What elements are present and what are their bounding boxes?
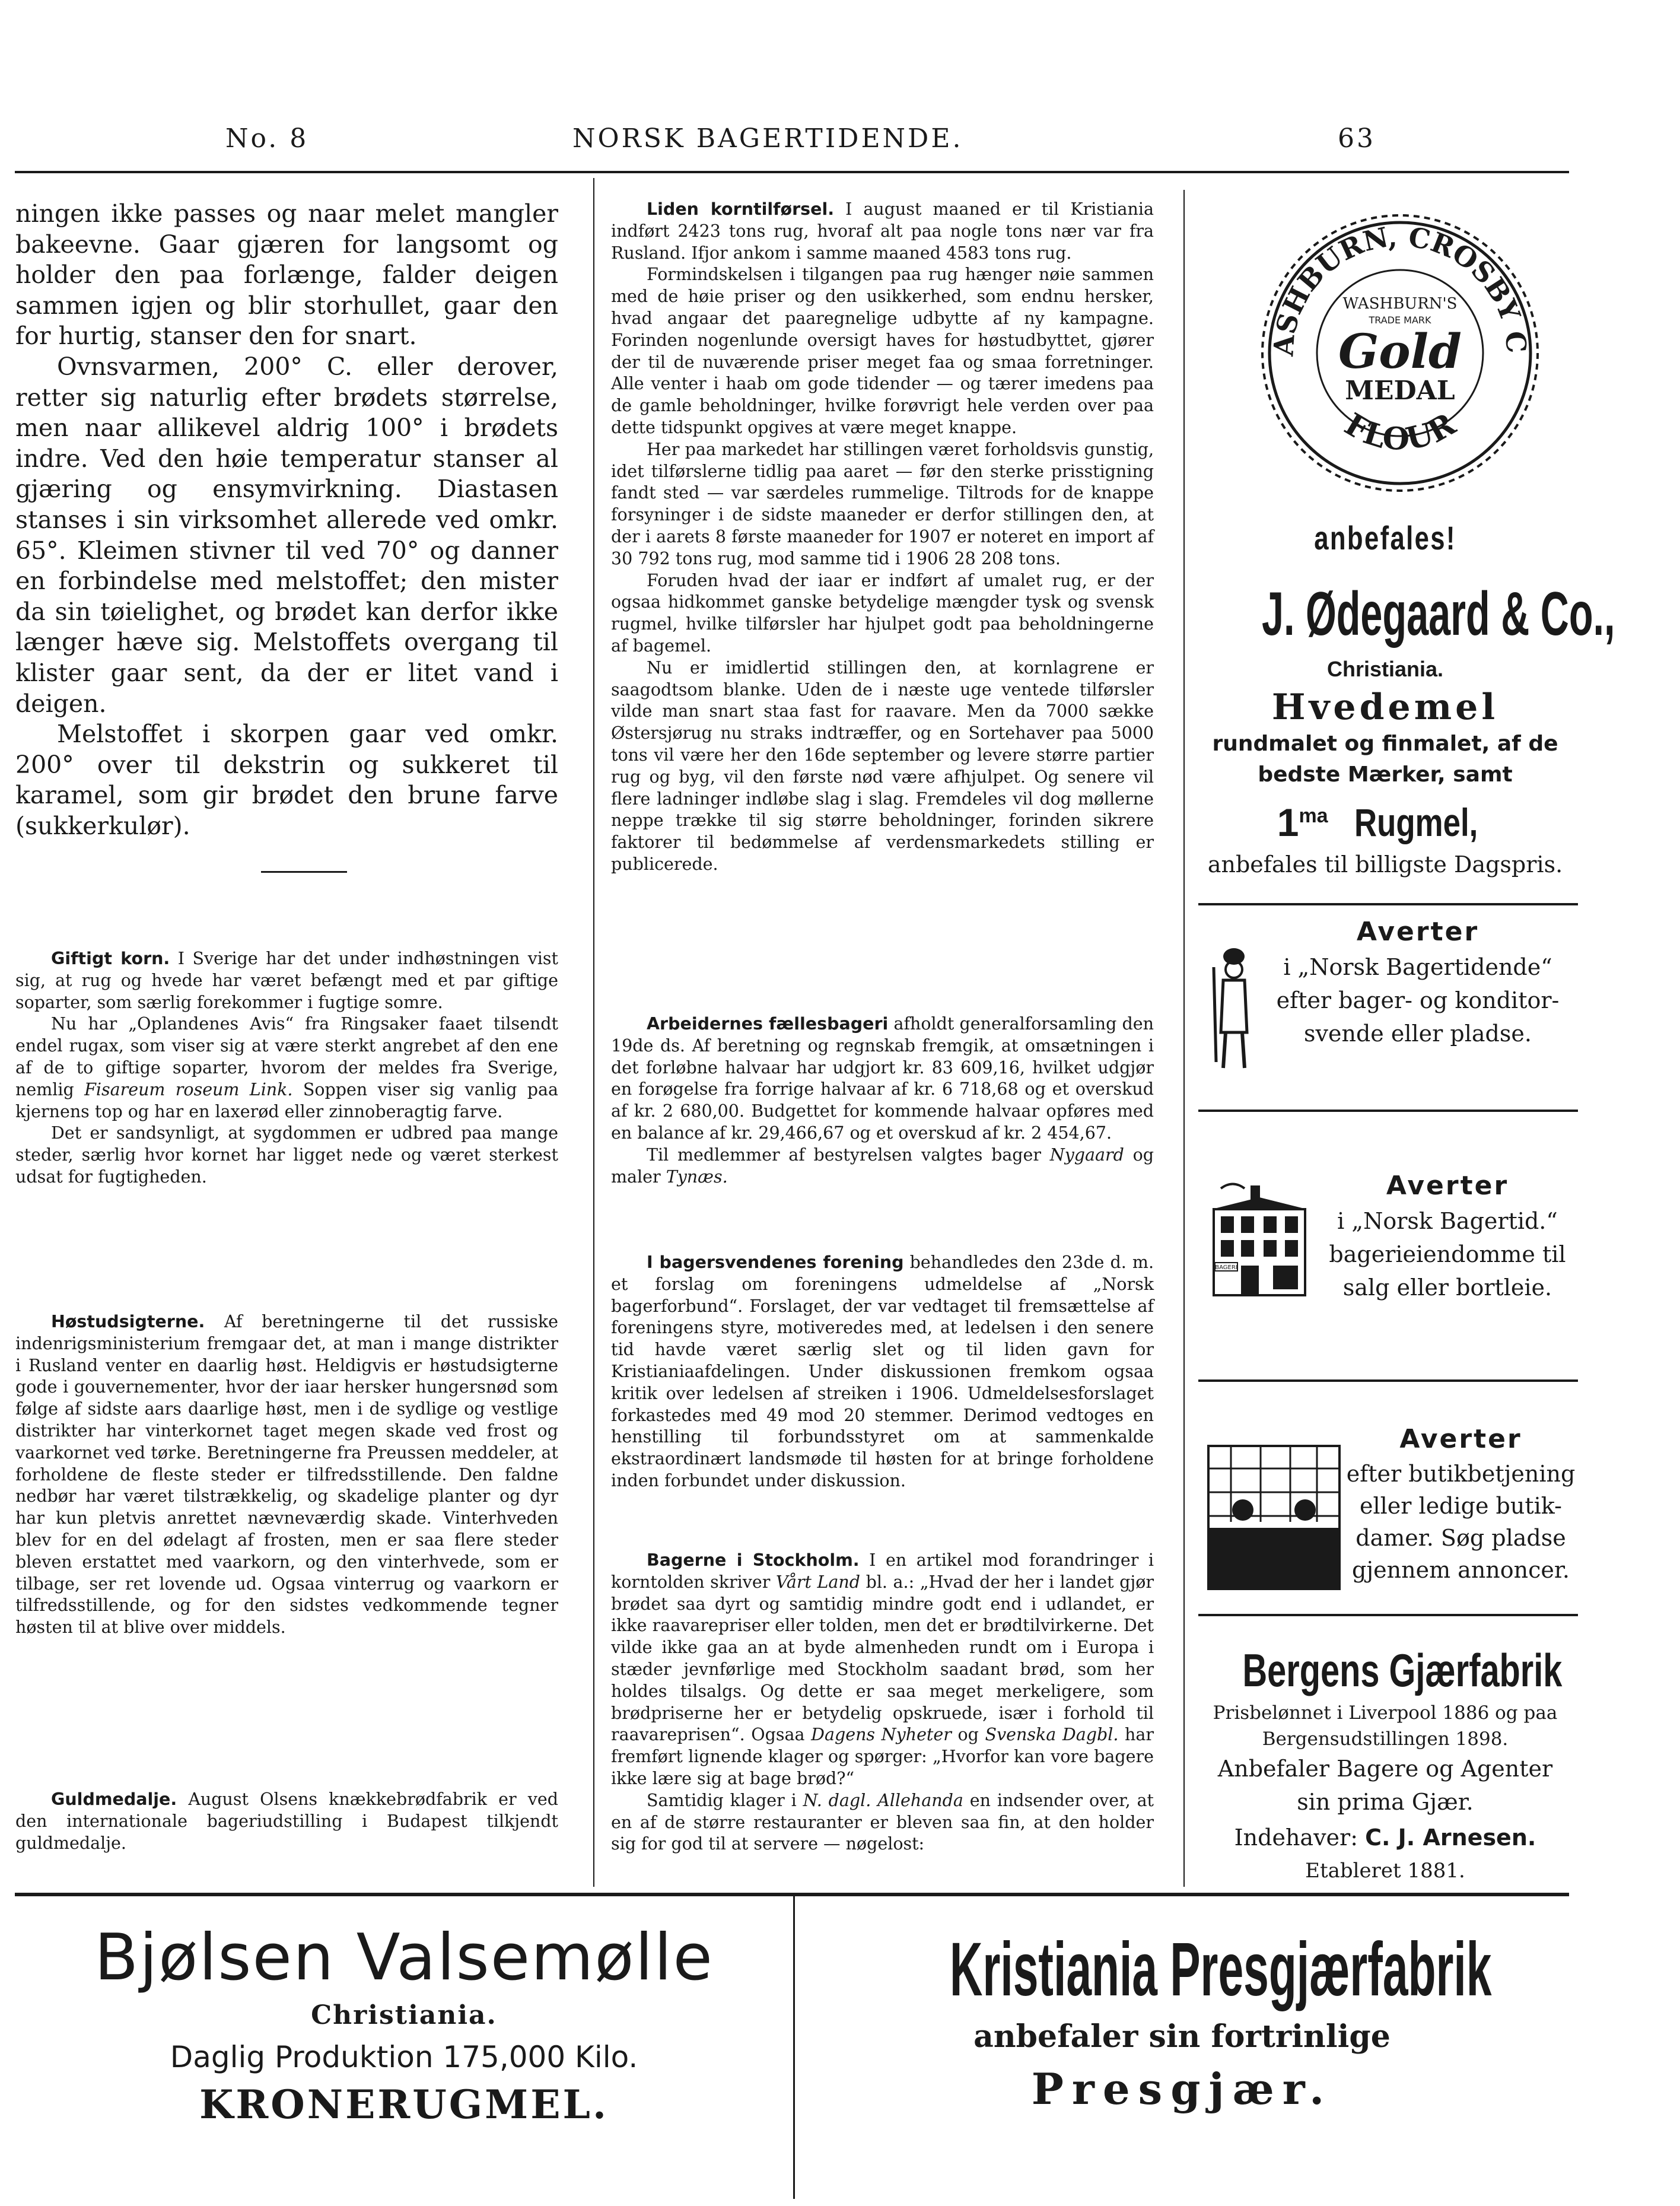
shop-interior-icon [1207,1445,1341,1590]
giftigt-p1: I Sverige har det under indhøstningen vist sig, at rug og hvede har været befængt med et par giftige soparter, som særlig forekommer i fugtige somre. [15,949,558,1012]
article-bagerne-i-stockholm [611,1550,1154,1855]
heading-stockholm: Bagerne i Stockholm. [647,1550,860,1570]
seal-graphic [1258,199,1542,513]
bergens-title: Bergens Gjærfabrik [1242,1644,1563,1696]
continued-paragraph-3: Melstoffet i skorpen gaar ved omkr. 200° over til dekstrin og sukkeret til karamel, som gir brødet den brune farve (sukkerkulør). [15,720,558,840]
seal-center-top: WASHBURN'S [1342,295,1458,313]
averter-ad-2 [1198,1168,1578,1316]
odegaard-rug-prefix: 1 [1277,800,1299,844]
washburn-crosby-seal [1258,199,1542,513]
stockholm-p2a: Samtidig klager i [647,1790,797,1810]
averter-1-line1: i „Norsk Bagertidende“ [1283,954,1552,980]
stockholm-source-2: Dagens Nyheter [811,1725,952,1745]
odegaard-line3: anbefales til billigste Dagspris. [1207,851,1563,878]
liden-p5: Nu er imidlertid stillingen den, at kornlagrene er saagodtsom blanke. Uden de i næste uge ventede tilførsler vilde man snart staa fast for raavare. Men da 7000 sække Østersjørug nu straks indtræffer, og en Sortehaver paa 5000 tons vil være her den 16de september og levere større partier rug og byg, vil den første nød være afhjulpet. Og senere vil flere ladninger indløbe slag i slag. Fremdeles vil dog møllerne neppe trække til sig større beholdninger, forinden sikrere faktorer til bedømmelse af verdensmarkedets stilling er publicerede. [611,657,1154,874]
arbeid-name-1: Nygaard [1049,1145,1124,1165]
liden-p2: Formindskelsen i tilgangen paa rug hænger nøie sammen med de høie priser og den usikkerhed, som endnu hersker, hvad angaar det paaregnelige udbytte af ny kampagne. Forinden nogenlunde oversigt haves for høstudbyttet, gjører der til de nuværende priser meget faa og smaa forretninger. Alle venter i haab om gode tidender — og tærer imedens paa de gamle beholdninger, hvilke forøvrigt hele verden over paa dette tidspunkt opgives at være meget knappe. [611,265,1154,437]
averter-2-line3: salg eller bortleie. [1342,1274,1552,1301]
ad-rule-3 [1198,1379,1578,1382]
continued-paragraph-1: ningen ikke passes og naar melet mangler bakeevne. Gaar gjæren for langsomt og holder den paa forlænge, falder deigen sammen igjen og blir storhullet, gaar den for hurtig, stanser den for snart. [15,199,558,351]
odegaard-rug: Rugmel, [1354,800,1478,844]
column-rule-left [593,178,594,1887]
bergens-line3: Anbefaler Bagere og Agenter [1217,1756,1553,1782]
stockholm-p1c: og [957,1725,979,1745]
continued-paragraph-2: Ovnsvarmen, 200° C. eller derover, retter sig naturlig efter brødets størrelse, men naar allikevel aldrig 100° i brødets indre. Ved den høie temperatur stanser al gjæring og ensymvirkning. Diastasen stanses i sin virksomhet allerede ved omkr. 65°. Kleimen stivner til ved 70° og danner en forbindelse med melstoffet; den mister da sin tøielighet, og brødet kan derfor ikke længer hæve sig. Melstoffets overgang til klister gaar sent, da der er litet vand i deigen. [15,352,558,718]
seal-center-medal: MEDAL [1345,376,1455,406]
header-rule [15,171,1569,173]
ad-rule-4 [1198,1614,1578,1616]
heading-arbeidernes: Arbeidernes fællesbageri [647,1014,889,1034]
section-divider [261,871,347,873]
bergens-established: Etableret 1881. [1305,1859,1465,1883]
heading-guldmedalje: Guldmedalje. [51,1789,177,1809]
heading-giftigt-korn: Giftigt korn. [51,949,170,968]
stockholm-p1d: har fremført lignende klager og spørger: „Hvorfor kan vore bagere ikke lære sig at bage brød?“ [611,1725,1154,1788]
article-guldmedalje [15,1789,558,1854]
odegaard-product: Hvedemel [1271,686,1499,728]
arbeid-p2b: og maler [611,1145,1154,1187]
stockholm-source-4: N. dagl. Allehanda [803,1790,963,1810]
heading-liden-korntilforsel: Liden korntilførsel. [647,199,835,219]
averter-2-title: Averter [1386,1171,1509,1201]
averter-3-line3: damer. Søg pladse [1356,1525,1566,1551]
page-number: 63 [1338,123,1376,154]
bergens-line1: Prisbelønnet i Liverpool 1886 og paa [1213,1702,1558,1724]
bergens-owner [1192,1819,1578,1857]
bjolsen-product: KRONERUGMEL. [199,2081,609,2128]
bergens-line2: Bergensudstillingen 1898. [1262,1728,1509,1750]
odegaard-rug-sup: ma [1299,805,1328,827]
stockholm-p1b: bl. a.: „Hvad der her i landet gjør brødet saa dyrt og samtidig mindre godt end i udlandet, er ikke raavarepriser eller tolden, men det er brødtilvirkerne. Det vilde ikke gaa an at byde almenheden rundt om i Europa i stæder jevnførlige med Stockholm saadant brød, som her holdes tilsalgs. Og dette er saa meget merkeligere, som brødpriserne her er betydelig opskruede, især i forhold til raavareprisen“. Ogsaa [611,1572,1154,1745]
averter-3-line4: gjennem annoncer. [1352,1557,1570,1583]
liden-p1: I august maaned er til Kristiania indført 2423 tons rug, hvoraf alt paa nogle tons nær var fra Rusland. Ifjor ankom i samme maaned 4583 tons rug. [611,199,1154,263]
presg-product: Presgjær. [1031,2064,1333,2114]
odegaard-line1: rundmalet og finmalet, af de [1212,732,1558,756]
stockholm-source-3: Svenska Dagbl. [985,1725,1119,1745]
issue-number: No. 8 [225,123,309,154]
kristiania-presgjaerfabrik-ad [795,1925,1569,2119]
arbeid-name-2: Tynæs. [666,1166,728,1187]
liden-p3: Her paa markedet har stillingen været forholdsvis gunstig, idet tilførslerne tidlig paa aaret — før den sterke prisstigning fandt sted — var særdeles rummelige. Tiltrods for de knappe forsyninger i de sidste maaneder er derfor stillingen den, at der i aarets 8 første maaneder for 1907 er noteret en import af 30 792 tons rug, mod samme tid i 1906 28 208 tons. [611,439,1154,568]
article-hostudsigterne [15,1311,558,1639]
arbeid-p1: afholdt generalforsamling den 19de ds. Af beretning og regnskab fremgik, at omsætningen i det forløbne halvaar har udgjort kr. 83 609,16, hvilket udgjør en forøgelse fra forrige halvaar af kr. 6 718,68 og et overskud af kr. 2 680,00. Budgettet for kommende halvaar opføres med en balance af kr. 29,466,67 og et overskud af kr. 2 454,67. [611,1014,1154,1143]
averter-ad-3 [1198,1421,1578,1599]
seal-center-gold: Gold [1338,323,1462,379]
bjolsen-title: Bjølsen Valsemølle [94,1921,714,1995]
averter-3-line1: efter butikbetjening [1346,1461,1576,1487]
averter-2-line1: i „Norsk Bagertid.“ [1337,1208,1558,1234]
seal-ring-top: ASHBURN, CROSBY C [1267,220,1533,357]
stockholm-p1a: I en artikel mod forandringer i korntolden skriver [611,1550,1154,1592]
odegaard-city: Christiania. [1326,657,1444,681]
odegaard-firm: J. Ødegaard & Co., [1262,580,1615,649]
stockholm-source-1: Vårt Land [775,1572,861,1592]
heading-bagersvendenes: I bagersvendenes forening [647,1253,904,1272]
averter-3-line2: eller ledige butik- [1360,1493,1562,1519]
odegaard-line2: bedste Mærker, samt [1258,762,1513,787]
bagersv-p1: behandledes den 23de d. m. et forslag om foreningens udmeldelse af „Norsk bagerforbund“. Forslaget, der var vedtaget til fremsættelse af foreningens styre, motiveredes med, at ledelsen i den senere tid havde været særlig slet og til liden gavn for Kristianiaafdelingen. Under diskussionen fremkom ogsaa kritik over ledelsen af streiken i 1906. Udmeldelsesforslaget forkastedes med 49 mod 20 stemmer. Derimod vedtoges en henstilling til forbundsstyret om at sammenkalde ekstraordinært landsmøde til høsten for at bringe forholdene inden forbundet under diskussion. [611,1253,1154,1490]
odegaard-rugmel [1192,790,1578,848]
left-column [15,199,558,841]
odegaard-ad [1192,517,1615,881]
giftigt-p2b: Soppen viser sig vanlig paa kjernens top og har en laxerød eller zinnoberagtig farve. [15,1079,559,1121]
bergens-gjaerfabrik-ad [1192,1641,1578,1885]
journal-title: NORSK BAGERTIDENDE. [572,123,963,154]
stockholm-p2b: en indsender over, at en af de større restauranter er bleven saa fin, at den holder sig for god til at servere — nøgelost: [611,1790,1154,1854]
article-arbeidernes-faellesbageri [611,1013,1154,1188]
seal-ring-bottom: FLOUR [1338,406,1462,458]
bergens-owner-name: C. J. Arnesen. [1365,1824,1536,1851]
guld-p1: August Olsens knækkebrødfabrik er ved den internationale bageriudstilling i Budapest tilkjendt guldmedalje. [15,1789,558,1853]
liden-p4: Foruden hvad der iaar er indført af umalet rug, er der ogsaa hidkommet ganske betydelige mængder tysk og svensk rugmel, hvilke tilførsler har hjulpet godt paa beholdningerne af bagemel. [611,570,1154,656]
giftigt-p3: Det er sandsynligt, at sygdommen er udbred paa mange steder, særlig hvor kornet har ligget nede og været sterkest udsat for fugtigheden. [15,1123,558,1187]
article-bagersvendenes-forening [611,1252,1154,1492]
column-rule-right [1183,190,1185,1887]
seal-trade-mark: TRADE MARK [1369,314,1431,326]
hostud-p1: Af beretningerne til det russiske indenrigsministerium fremgaar det, at man i mange distrikter i Rusland venter en daarlig høst. Heldigvis er høstudsigterne gode i gouvernementer, hvor der iaar hersker hungersnød som følge af sidste aars daarlige høst, men i de sydlige og vestlige distrikter har vinterkornet taget megen skade ved frost og vaarkornet ved tørke. Beretningerne fra Preussen meddeler, at forholdene de fleste steder er tilfredsstillende. Den faldne nedbør har været tilstrækkelig, og skadelige planter og dyr har kun pletvis anrettet nævneværdig skade. Vinterhveden blev for en del ødelagt af frosten, men er saa flere steder bleven erstattet med vaarkorn, og den vinterhvede, som er tilbage, ser ret lovende ud. Ogsaa vinterrug og vaarkorn er tilfredsstillende, og for den sidstes vedkommende tegner høsten til at blive over middels. [15,1312,558,1638]
averter-3-title: Averter [1399,1424,1522,1454]
presg-line: anbefaler sin fortrinlige [973,2019,1391,2055]
averter-ad-1 [1198,914,1578,1110]
bergens-line4: sin prima Gjær. [1297,1789,1474,1815]
averter-1-title: Averter [1356,917,1479,947]
article-liden-korntilforsel [611,199,1154,876]
article-giftigt-korn [15,948,558,1188]
averter-2-line2: bagerieiendomme til [1329,1241,1566,1267]
presg-title: Kristiania Presgjærfabrik [950,1927,1492,2012]
averter-1-line3: svende eller pladse. [1304,1021,1532,1047]
giftigt-p2a: Nu har „Oplandenes Avis“ fra Ringsaker faaet tilsendt endel rugax, som viser sig at være sterkt angrebet af den ene af de to giftige soparter, hvorom der meldes fra Sverige, nemlig [15,1014,558,1099]
bjolsen-valsemolle-ad [15,1919,793,2129]
odegaard-anbefales: anbefales! [1314,519,1456,557]
bakery-sign: BAGERI [1215,1264,1237,1271]
arbeid-p2a: Til medlemmer af bestyrelsen valgtes bager [647,1145,1042,1165]
giftigt-latin-name: Fisareum roseum Link. [84,1079,293,1099]
bottom-rule-top [15,1893,1569,1896]
bjolsen-city: Christiania. [311,2000,497,2030]
baker-figure-icon [1210,943,1258,1074]
ad-rule-2 [1198,1110,1578,1112]
averter-1-line2: efter bager- og konditor- [1276,987,1560,1013]
heading-hostudsigterne: Høstudsigterne. [51,1312,205,1331]
bergens-owner-label: Indehaver: [1234,1824,1358,1851]
bjolsen-line: Daglig Produktion 175,000 Kilo. [170,2040,638,2074]
ad-rule-1 [1198,903,1578,905]
bakery-building-icon [1209,1180,1310,1298]
